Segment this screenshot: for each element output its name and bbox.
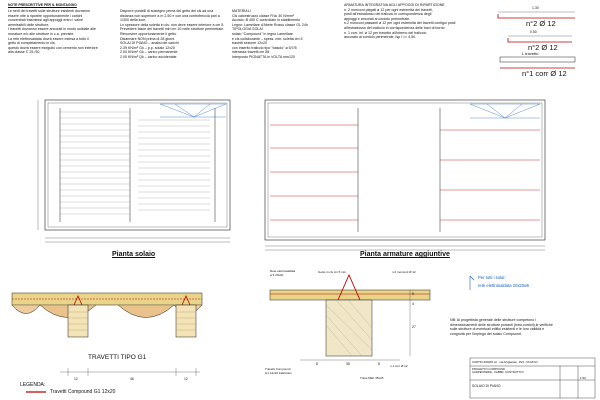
section-beam-label: Travetti Compound G1 12x20 tralicciato xyxy=(265,367,292,375)
section-trave-label: Trave REF 35x35 xyxy=(360,376,384,380)
notes-column-4: ARMATURA INTEGRATIVA AGLI APPOGGI DI RIPARTIZIONE n. 2 monconi piegati ø 12 per ogni estremità dei travetti, posti all'estradosso del traliccio in corrispondenza degli appoggi e ancorati al cordolo perimetrale. n.2 monconi passanti ø 12 per ogni estremità dei travetti contigui posti all'estradosso del traliccio in corrispondenza delle travi di bordo n. 1 corr. inf. ø 12 per travetto all'interno del traliccio ancorato al cordolo perimetrale, lsp l >= 4,50. xyxy=(344,3,456,40)
mesh-icon xyxy=(470,276,474,290)
detail-bar-label: L travetto xyxy=(522,51,539,56)
title-block-sheet-title: SOLAIO DI PIANO xyxy=(472,384,501,388)
plan-solaio-title: Pianta solaio xyxy=(112,251,156,258)
section-height-2: 4 xyxy=(412,302,414,306)
detail-mid-label: n°2 Ø 12 xyxy=(528,43,558,52)
notes-column-2: Disporre puntelli di sostegno prima del getto del cls ad una distanza non superiore a m 2,50 e con una controfreccia pari a 1/300 della luce. Lo spessore della soletta in cls. non deve essere inferiore a cm 5. Prevedere fasce dei travetti min cm 10 nelle strutture perimetrale. Rimuovere opportunamente il getto. Disarmare NON prima di 28 giorni. SOLAI DI PIANO – analisi dei carichi 2.39 KN/m² Gk – p.p. solaio 12x20 2.00 KN/m² Gk – carico permanente 2.00 KN/m² Qk – carico accidentale xyxy=(120,9,225,59)
section-height-1: 5 xyxy=(412,292,414,296)
mesh-note-line2: rete elettrosaldata 20x20ø6 xyxy=(478,283,529,288)
section-height-3: 27 xyxy=(412,325,416,329)
legend-title: LEGENDA: xyxy=(20,382,46,388)
detail-bottom-label: n°1 corr Ø 12 xyxy=(522,69,567,78)
mesh-note-line1: Per tutti i solai: xyxy=(478,275,506,280)
detail-top-dim: 1.30 xyxy=(532,6,539,10)
section-rebar-label: n.2 monconi Ø 12 xyxy=(392,270,416,274)
legend-item: Travetti Compound G1 12x20 xyxy=(50,389,116,395)
title-block-scale: 1:50 xyxy=(580,376,586,380)
section-mesh-label: Rete elettrosaldata ø 5 20x20 xyxy=(270,269,296,277)
section-g1-dim-2: 46 xyxy=(130,377,134,381)
section-g1-title: TRAVETTI TIPO G1 xyxy=(88,354,147,361)
section-dim-1: 8 xyxy=(316,362,318,366)
section-g1-dim-3: 12 xyxy=(184,377,188,381)
nb-note: NB: Al progettista generale delle strutture competono i dimensionamenti delle strutture portanti (travi,cordoli),le verifiche sulle strutture di eventuali edifici esistenti e le loro validità e congruità per l'impiego del solaio Compound. xyxy=(450,318,553,336)
section-g1 xyxy=(12,293,202,392)
notes-column-3: MATERIALI Cls calcestruzzo classe R'ck 30 N/mm² Acciaio: B 450 C controllato in stabilimento Legno: Lamellare d'Abete Rosso classe GL 24h TIPOLOGIA SOLAI solaio "Compound" in legno Lamellare e cls collaborante – spess. min. soletta cm 5 travetti sezione 12x20 con inserito traliccio tipo "basolo" ø 5/7/5 interasse travetti cm 58 Interposto PIGNATTA in VOLTA mm120 xyxy=(232,9,308,59)
title-block-company: CORTIN ZORZO srl - via Artigianato, 15/2 - ROVIGO xyxy=(472,360,538,364)
section-slab-label: Getto in cls cm 5 min. xyxy=(318,270,347,274)
plan-armature-title: Pianta armature aggiuntive xyxy=(360,251,450,258)
notes-heading: NOTE PRESCRITTIVE PER IL MONTAGGIO xyxy=(8,3,77,7)
title-block-project: PROGETTO COMPOUND CARPENTERIE - FABBR. COSTRUTTIVI xyxy=(472,367,524,375)
section-dim-2: 35 xyxy=(346,362,350,366)
plan-solaio xyxy=(38,100,230,242)
detail-top-label: n°2 Ø 12 xyxy=(526,19,556,28)
section-g1-dim-1: 12 xyxy=(74,377,78,381)
notes-column-1: Le sedi dei travetti sulle strutture esistenti dovranno essere otte a ripartire opportunamente i carichi concentrati trasmessi agli appoggi entro i valori ammissibili delle strutture. I travetti dovranno essere ancorati in modo solidale alle murature e/o alle strutture in c.a. previste. La rete elettrosaldata dovrà essere estesa a tutto il getto di completamento in cls; questo dovrà essere eseguito con cemento non inferiore alla classe C 25 /30. xyxy=(8,9,98,55)
plan-armature xyxy=(265,100,545,250)
section-rebar2-label: n.1 corr Ø 12 xyxy=(390,364,408,368)
title-block-frame xyxy=(470,358,595,398)
section-dim-3: 8 xyxy=(378,362,380,366)
detail-mid-dim: 0.50 xyxy=(530,30,537,34)
section-beam xyxy=(270,275,430,360)
